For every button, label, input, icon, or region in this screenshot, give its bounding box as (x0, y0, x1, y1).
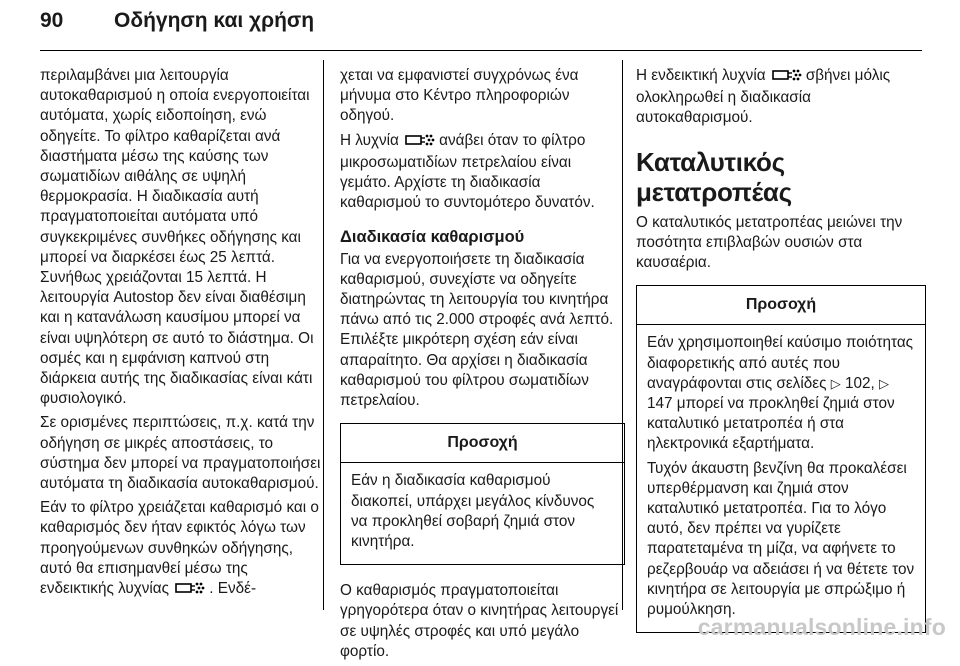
caution-body: Εάν η διαδικασία καθαρισμού διακοπεί, υπάρχει μεγάλος κίνδυνος να προκληθεί σοβαρή ζημιά στον κινητήρα. (351, 472, 595, 551)
header-divider (40, 50, 922, 51)
column-2 (340, 66, 625, 666)
dpf-warning-lamp-icon (175, 581, 207, 601)
page-number: 90 (40, 9, 64, 32)
page-title: Οδήγηση και χρήση (114, 9, 315, 32)
paragraph: Εάν το φίλτρο χρειάζεται καθαρισμό και ο καθαρισμός δεν ήταν εφικτός λόγω των προηγούμενων συνθηκών οδήγησης, αυτό θα επισημανθεί μέσω της ενδεικτικής λυχνίας . Ενδέ- (40, 498, 325, 601)
dpf-warning-lamp-icon (405, 133, 437, 153)
paragraph: Ο καθαρισμός πραγματοποιείται γρηγορότερα όταν ο κινητήρας λειτουργεί σε υψηλές στροφές και υπό μεγάλο φορτίο. (340, 582, 619, 660)
page-header (0, 0, 960, 44)
caution-title: Προσοχή (341, 424, 624, 463)
dpf-warning-lamp-icon (772, 68, 804, 88)
column-1 (40, 66, 325, 605)
paragraph: χεται να εμφανιστεί συγχρόνως ένα μήνυμα στο Κέντρο πληροφοριών οδηγού. (340, 67, 579, 125)
watermark: carmanualsonline.info (697, 614, 946, 640)
caution-box (340, 423, 625, 565)
column-3 (636, 66, 926, 649)
caution-title: Προσοχή (637, 286, 925, 325)
section-heading: Καταλυτικός μετατροπέας (636, 146, 792, 207)
paragraph: Για να ενεργοποιήσετε τη διαδικασία καθαρισμού, συνεχίστε να οδηγείτε διατηρώντας τη λειτουργία του κινητήρα πάνω από τις 2.000 στροφές ανά λεπτό. Επιλέξτε μικρότερη σχέση εάν είναι απαραίτητο. Θα αρχίσει η διαδικασία καθαρισμού του φίλτρου σωματιδίων πετρελαίου. (340, 250, 614, 410)
page-reference-arrow-icon: ▷ (830, 375, 841, 391)
caution-box (636, 285, 926, 633)
section-heading: Διαδικασία καθαρισμού (340, 228, 525, 247)
caution-body: Εάν χρησιμοποιηθεί καύσιμο ποιότητας διαφορετικής από αυτές που αναγράφονται στις σελίδες ▷ 102, ▷ 147 μπορεί να προκληθεί ζημιά στον καταλυτικό μετατροπέα ή στα ηλεκτρονικά εξαρτήματα. Τυχόν άκαυστη βενζίνη θα προκαλέσει υπερθέρμανση και ζημιά στον καταλυτικό μετατροπέα. Για το λόγο αυτό, δεν πρέπει να γυρίζετε παρατεταμένα τη μίζα, να αφήνετε το ρεζερβουάρ να αδειάσει ή να θέτετε τον κινητήρα σε λειτουργία με σπρώξιμο ή ρυμούλκηση. (647, 334, 915, 619)
paragraph: Η ενδεικτική λυχνία σβήνει μόλις ολοκληρωθεί η διαδικασία αυτοκαθαρισμού. (636, 67, 891, 127)
paragraph: Ο καταλυτικός μετατροπέας μειώνει την ποσότητα επιβλαβών ουσιών στα καυσαέρια. (636, 213, 903, 272)
paragraph: περιλαμβάνει μια λειτουργία αυτοκαθαρισμού η οποία ενεργοποιείται αυτόματα, χωρίς ειδοποίηση, ενώ οδηγείτε. Το φίλτρο καθαρίζεται ανά διαστήματα μέσω της καύσης των σωματιδίων αιθάλης σε υψηλή θερμοκρασία. Η διαδικασία αυτή πραγματοποιείται αυτόματα υπό συγκεκριμένες συνθήκες οδήγησης και μπορεί να διαρκέσει έως 25 λεπτά. Συνήθως χρειάζονται 15 λεπτά. Η λειτουργία Autostop δεν είναι διαθέσιμη και η κατανάλωση καυσίμου μπορεί να είναι υψηλότερη σε αυτό το διάστημα. Οι οσμές και η εμφάνιση καπνού στη διάρκεια αυτής της διαδικασίας είναι κάτι φυσιολογικό. (40, 67, 314, 408)
paragraph: Σε ορισμένες περιπτώσεις, π.χ. κατά την οδήγηση σε μικρές αποστάσεις, το σύστημα δεν μπορεί να πραγματοποιήσει αυτόματα τη διαδικασία αυτοκαθαρισμού. (40, 414, 321, 493)
page-reference-link[interactable]: 102, (844, 374, 875, 392)
paragraph: Η λυχνία ανάβει όταν το φίλτρο μικροσωματιδίων πετρελαίου είναι γεμάτο. Αρχίστε τη διαδικασία καθαρισμού το συντομότερο δυνατόν. (340, 131, 595, 212)
page-reference-arrow-icon: ▷ (878, 375, 889, 391)
page-reference-link[interactable]: 147 (647, 395, 673, 413)
